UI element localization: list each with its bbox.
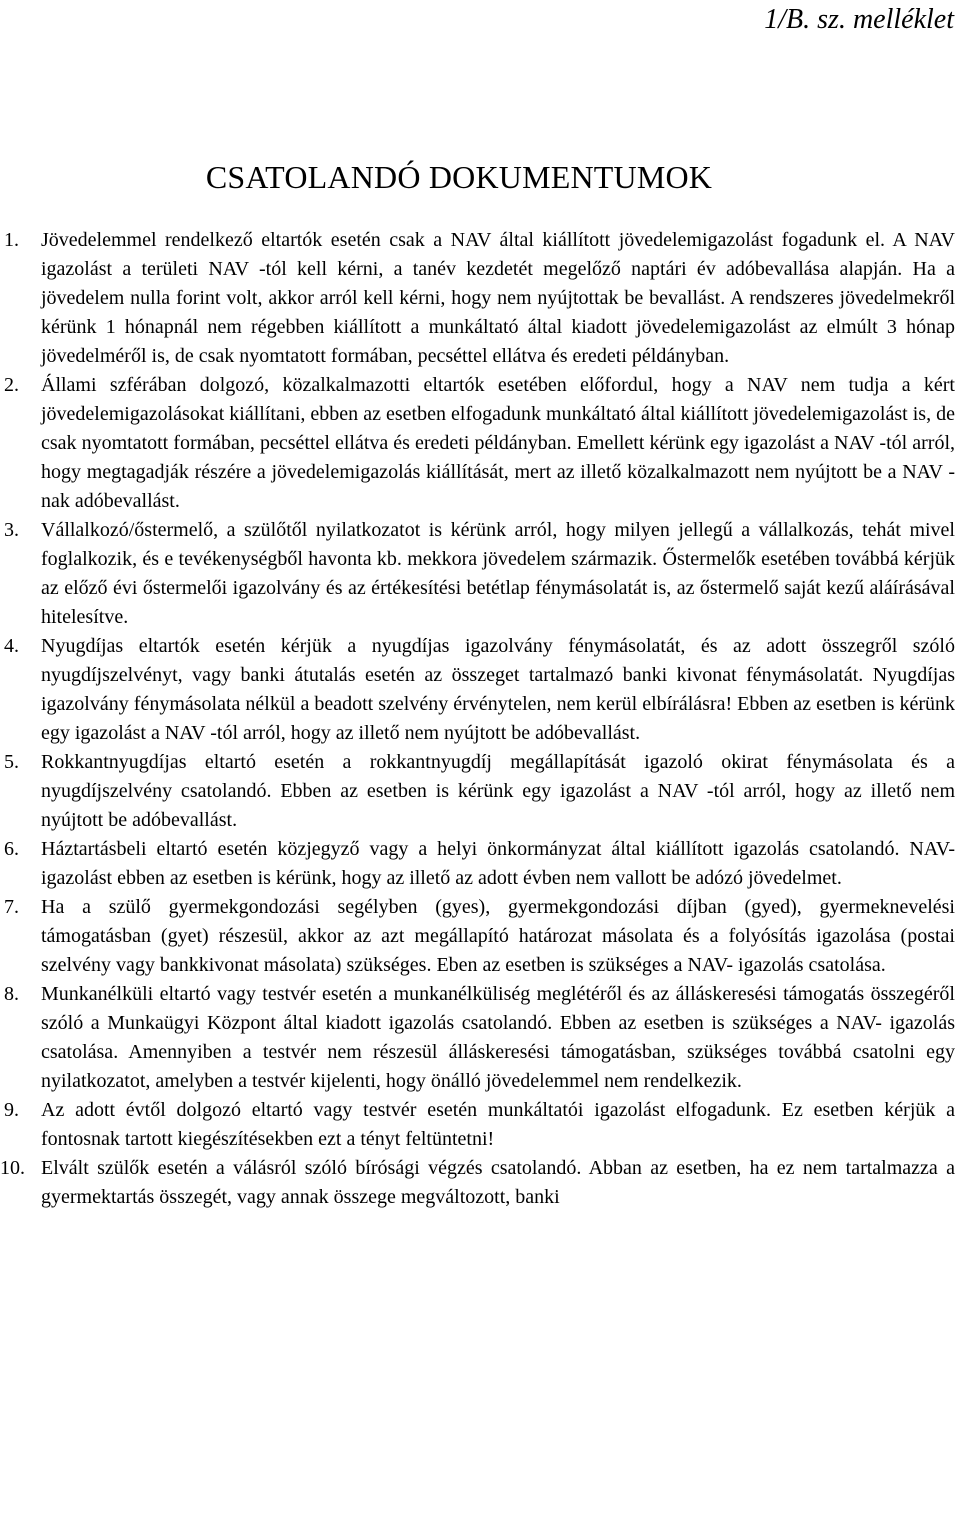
item-number: 1. xyxy=(4,229,19,251)
list-item-4 xyxy=(0,632,955,748)
item-number: 8. xyxy=(4,983,19,1005)
annex-label: 1/B. sz. melléklet xyxy=(764,4,954,35)
list-item-3 xyxy=(0,516,955,632)
item-text: Ha a szülő gyermekgondozási segélyben (gyes), gyermekgondozási díjban (gyed), gyermeknevelési támogatásban (gyet) részesül, akkor az azt megállapító határozat másolata és a folyósítás igazolása (postai szelvény vagy bankkivonat másolata) szükséges. Eben az esetben is szükséges a NAV- igazolás csatolása. xyxy=(41,896,955,976)
document-title: CSATOLANDÓ DOKUMENTUMOK xyxy=(205,159,713,195)
list-item-5 xyxy=(0,748,955,835)
item-number: 5. xyxy=(4,751,19,773)
item-text: Nyugdíjas eltartók esetén kérjük a nyugdíjas igazolvány fénymásolatát, és az adott összegről szóló nyugdíjszelvényt, vagy banki átutalás esetén az összeget tartalmazó banki kivonat fénymásolatát. Nyugdíjas igazolvány fénymásolata nélkül a beadott szelvény érvénytelen, nem kerül elbírálásra! Ebben az esetben is kérünk egy igazolást a NAV -tól arról, hogy az illető nem nyújtott be adóbevallást. xyxy=(41,635,955,744)
item-text: Elvált szülők esetén a válásról szóló bírósági végzés csatolandó. Abban az esetben, ha ez nem tartalmazza a gyermektartás összegét, vagy annak összege megváltozott, banki xyxy=(41,1157,955,1208)
item-text: Állami szférában dolgozó, közalkalmazotti eltartók esetében előfordul, hogy a NAV nem tudja a kért jövedelemigazolásokat kiállítani, ebben az esetben elfogadunk munkáltató által kiállított jövedelemigazolást is, de csak nyomtatott formában, pecséttel ellátva és eredeti példányban. Emellett kérünk egy igazolást a NAV -tól arról, hogy megtagadják részére a jövedelemigazolás kiállítását, mert az illető közalkalmazott nem nyújtott be a NAV -nak adóbevallást. xyxy=(41,374,955,512)
list-item-7 xyxy=(0,893,955,980)
item-text: Háztartásbeli eltartó esetén közjegyző vagy a helyi önkormányzat által kiállított igazolás csatolandó. NAV- igazolást ebben az esetben is kérünk, hogy az illető az adott évben nem vallott be adózó jövedelmet. xyxy=(41,838,955,889)
attachment-list xyxy=(0,226,955,1212)
list-item-1 xyxy=(0,226,955,371)
item-number: 10. xyxy=(0,1157,25,1179)
item-number: 7. xyxy=(4,896,19,918)
list-item-10 xyxy=(0,1154,955,1212)
item-text: Munkanélküli eltartó vagy testvér esetén a munkanélküliség meglétéről és az álláskeresési támogatás összegéről szóló a Munkaügyi Központ által kiadott igazolás csatolandó. Ebben az esetben is szükséges a NAV- igazolás csatolása. Amennyiben a testvér nem részesül álláskeresési támogatásban, szükséges továbbá csatolni egy nyilatkozatot, amelyben a testvér kijelenti, hogy önálló jövedelemmel nem rendelkezik. xyxy=(41,983,955,1092)
item-number: 4. xyxy=(4,635,19,657)
list-item-8 xyxy=(0,980,955,1096)
item-number: 9. xyxy=(4,1099,19,1121)
item-text: Jövedelemmel rendelkező eltartók esetén csak a NAV által kiállított jövedelemigazolást fogadunk el. A NAV igazolást a területi NAV -tól kell kérni, a tanév kezdetét megelőző naptári év adóbevallása alapján. Ha a jövedelem nulla forint volt, akkor arról kell kérni, hogy nem nyújtottak be bevallást. A rendszeres jövedelmekről kérünk 1 hónapnál nem régebben kiállított a munkáltató által kiadott jövedelemigazolást az elmúlt 3 hónap jövedelméről is, de csak nyomtatott formában, pecséttel ellátva és eredeti példányban. xyxy=(41,229,955,367)
item-text: Vállalkozó/őstermelő, a szülőtől nyilatkozatot is kérünk arról, hogy milyen jellegű a vállalkozás, tehát mivel foglalkozik, és e tevékenységből havonta kb. mekkora jövedelem származik. Őstermelők esetében továbbá kérjük az előző évi őstermelői igazolvány és az értékesítési betétlap fénymásolatát is, az őstermelő saját kezű aláírásával hitelesítve. xyxy=(41,519,955,628)
list-item-2 xyxy=(0,371,955,516)
item-text: Az adott évtől dolgozó eltartó vagy testvér esetén munkáltatói igazolást elfogadunk. Ez esetben kérjük a fontosnak tartott kiegészítésekben ezt a tényt feltüntetni! xyxy=(41,1099,955,1150)
item-number: 3. xyxy=(4,519,19,541)
item-number: 2. xyxy=(4,374,19,396)
list-item-6 xyxy=(0,835,955,893)
item-text: Rokkantnyugdíjas eltartó esetén a rokkantnyugdíj megállapítását igazoló okirat fénymásolata és a nyugdíjszelvény csatolandó. Ebben az esetben is kérünk egy igazolást a NAV -tól arról, hogy az illető nem nyújtott be adóbevallást. xyxy=(41,751,955,831)
item-number: 6. xyxy=(4,838,19,860)
list-item-9 xyxy=(0,1096,955,1154)
